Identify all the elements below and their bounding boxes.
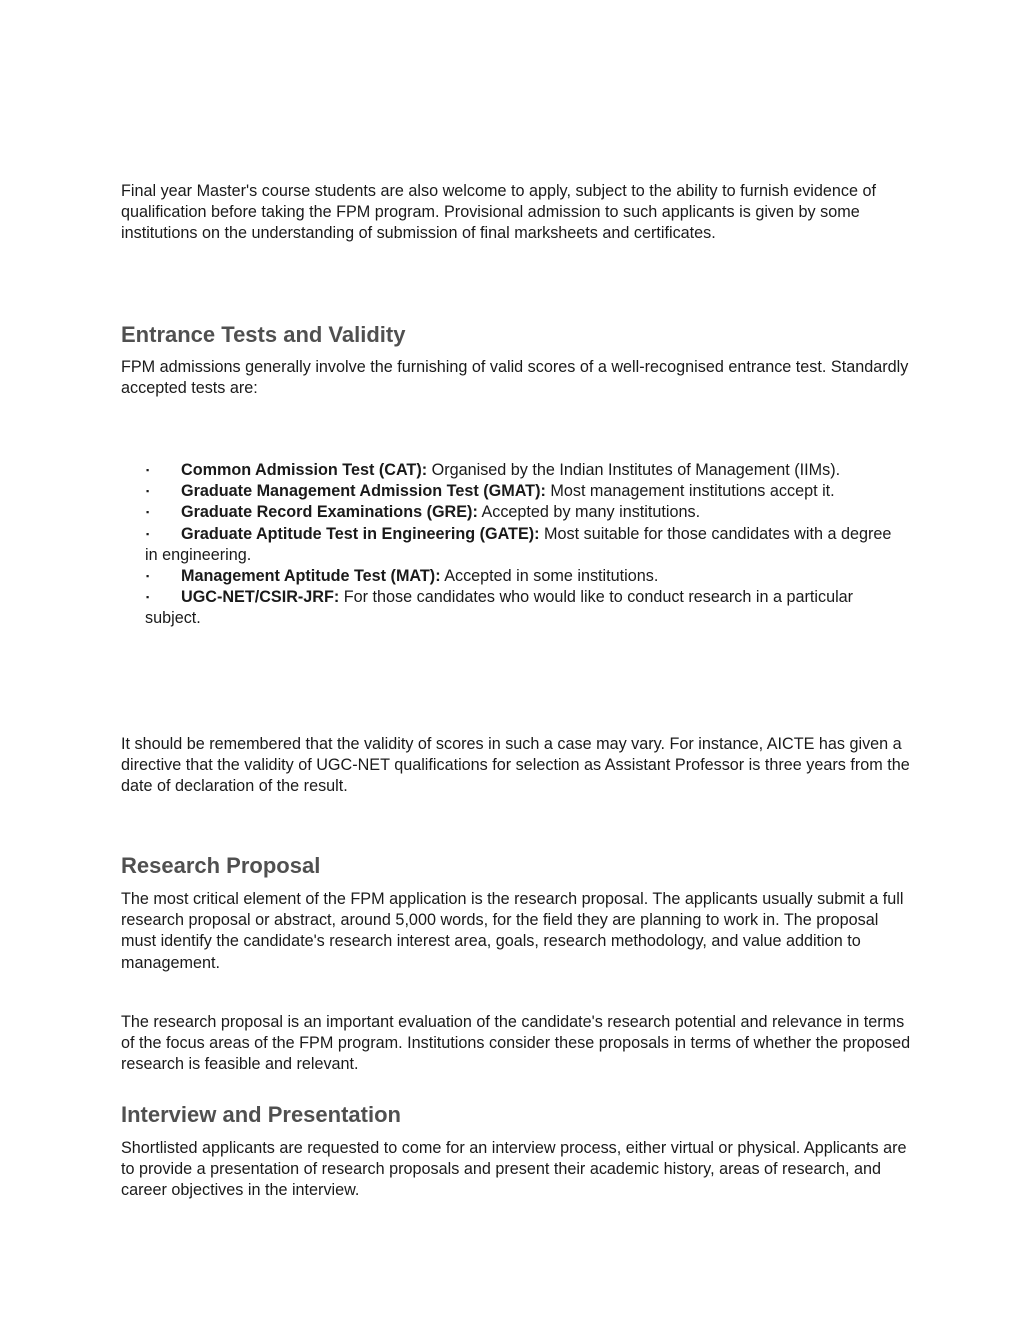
test-name: Common Admission Test (CAT): <box>181 461 428 479</box>
entrance-tests-paragraph: FPM admissions generally involve the furnishing of valid scores of a well-recognised entrance test. Standardly accepted tests are: <box>121 358 909 398</box>
bullet-icon: ▪ <box>146 592 150 603</box>
validity-paragraph: It should be remembered that the validity of scores in such a case may vary. For instance, AICTE has given a directive that the validity of UGC-NET qualifications for selection as Assistant Professor is three years from the date of declaration of the result. <box>121 735 910 796</box>
bullet-icon: ▪ <box>146 486 150 497</box>
intro-paragraph: Final year Master's course students are also welcome to apply, subject to the ability to furnish evidence of qualification before taking the FPM program. Provisional admission to such applicants is given by some institutions on the understanding of submission of final marksheets and certificates. <box>121 182 876 243</box>
interview-heading: Interview and Presentation <box>121 1102 401 1127</box>
test-name: Management Aptitude Test (MAT): <box>181 567 441 586</box>
test-description: For those candidates who would like to conduct research in a particular subject. <box>145 588 854 628</box>
test-name: Graduate Record Examinations (GRE): <box>181 503 478 522</box>
test-description: Organised by the Indian Institutes of Management (IIMs). <box>427 461 841 479</box>
list-item-cat <box>145 460 905 481</box>
test-description: Most management institutions accept it. <box>545 482 835 501</box>
entrance-tests-list <box>145 460 905 630</box>
list-item-ugc-net <box>145 587 905 629</box>
list-item-gre <box>145 502 905 523</box>
bullet-icon: ▪ <box>146 507 150 518</box>
list-item-gate <box>145 524 905 566</box>
test-name: Graduate Aptitude Test in Engineering (GATE): <box>181 524 540 543</box>
interview-paragraph: Shortlisted applicants are requested to come for an interview process, either virtual or physical. Applicants are to provide a presentation of research proposals and present their academic history, areas of research, and career objectives in the interview. <box>121 1139 907 1200</box>
bullet-icon: ▪ <box>146 465 150 475</box>
test-description: Accepted by many institutions. <box>477 503 701 522</box>
research-proposal-paragraph-2: The research proposal is an important evaluation of the candidate's research potential and relevance in terms of the focus areas of the FPM program. Institutions consider these proposals in terms of whether the proposed research is feasible and relevant. <box>121 1013 911 1074</box>
test-description: Most suitable for those candidates with a degree in engineering. <box>145 524 892 564</box>
research-proposal-paragraph-1: The most critical element of the FPM application is the research proposal. The applicants usually submit a full research proposal or abstract, around 5,000 words, for the field they are planning to work in. The proposal must identify the candidate's research interest area, goals, research methodology, and value addition to management. <box>121 890 904 972</box>
research-proposal-heading: Research Proposal <box>121 853 321 878</box>
bullet-icon: ▪ <box>146 528 150 539</box>
test-name: Graduate Management Admission Test (GMAT): <box>181 482 546 501</box>
bullet-icon: ▪ <box>146 571 150 582</box>
list-item-gmat <box>145 481 905 502</box>
test-description: Accepted in some institutions. <box>440 567 659 586</box>
test-name: UGC-NET/CSIR-JRF: <box>181 588 340 607</box>
entrance-tests-heading: Entrance Tests and Validity <box>121 322 406 347</box>
list-item-mat <box>145 566 905 587</box>
